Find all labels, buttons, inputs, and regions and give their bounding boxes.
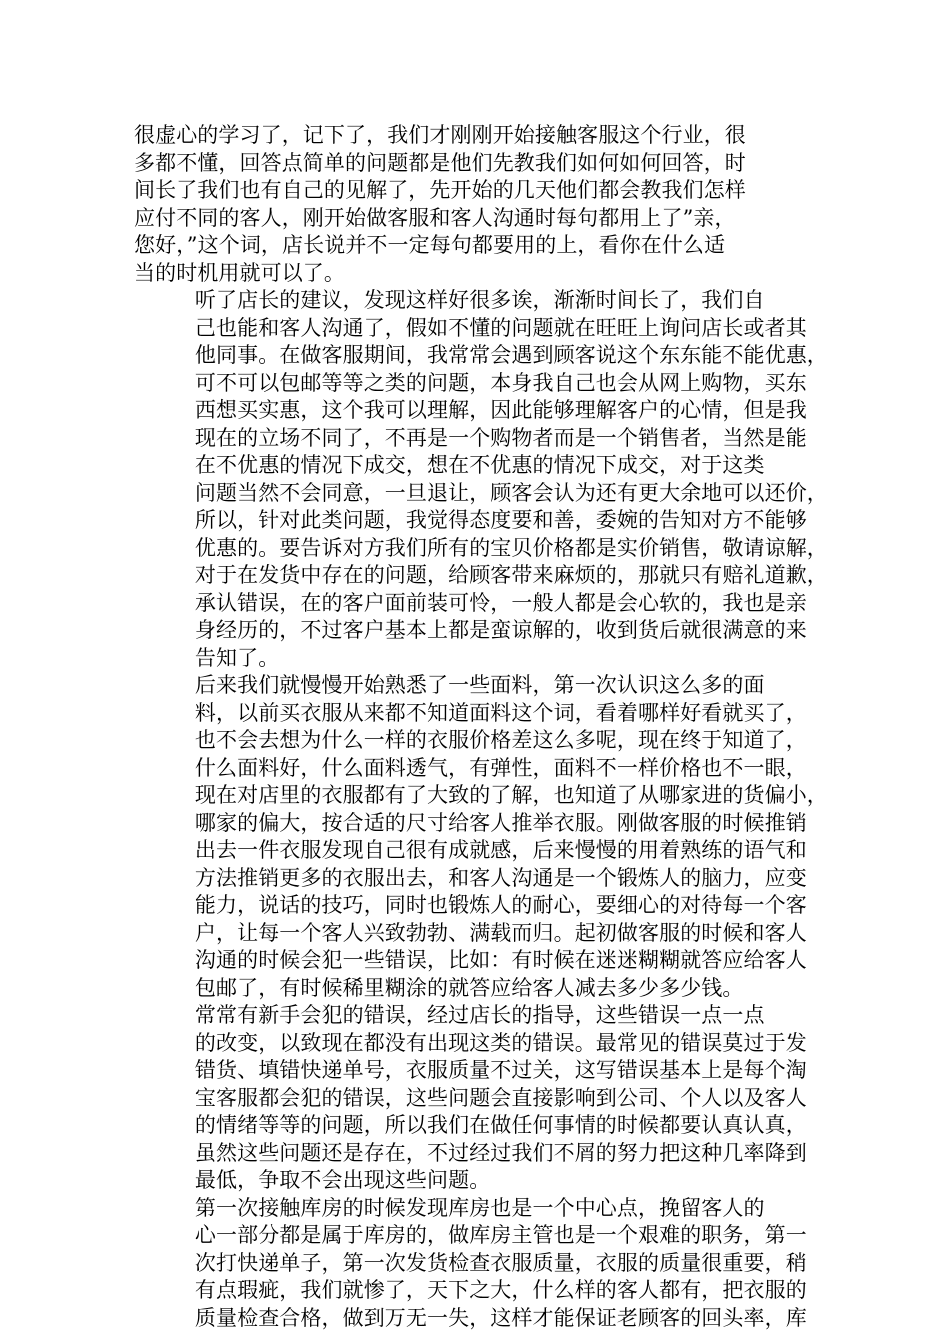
text-line: 己也能和客人沟通了，假如不懂的问题就在旺旺上询问店长或者其 — [194, 315, 807, 340]
text-line: 他同事。在做客服期间，我常常会遇到顾客说这个东东能不能优惠， — [194, 343, 828, 367]
text-line: 包邮了，有时候稀里糊涂的就答应给客人减去多少多少钱。 — [194, 975, 744, 1000]
text-line: 很虚心的学习了，记下了，我们才刚刚开始接触客服这个行业，很 — [134, 123, 746, 147]
paragraph — [134, 287, 828, 452]
paragraph — [134, 672, 828, 1002]
text-line: 问题当然不会同意，一旦退让，顾客会认为还有更大余地可以还价， — [194, 480, 828, 505]
text-line: 什么面料好，什么面料透气，有弹性，面料不一样价格也不一眼， — [194, 755, 807, 780]
text-line: 当的时机用就可以了。 — [134, 260, 345, 285]
text-line: 承认错误，在的客户面前装可怜，一般人都是会心软的，我也是亲 — [194, 590, 807, 615]
text-line: 虽然这些问题还是存在，不过经过我们不屑的努力把这种几率降到 — [194, 1140, 807, 1165]
text-line: 方法推销更多的衣服出去，和客人沟通是一个锻炼人的脑力，应变 — [194, 865, 807, 890]
document-body — [134, 122, 828, 1332]
text-line: 哪家的偏大，按合适的尺寸给客人推举衣服。刚做客服的时候推销 — [194, 810, 807, 835]
text-line: 常常有新手会犯的错误，经过店长的指导，这些错误一点一点 — [194, 1003, 765, 1027]
text-line: 告知了。 — [194, 645, 280, 670]
text-line: 的情绪等等的问题，所以我们在做任何事情的时候都要认真认真， — [194, 1113, 807, 1137]
text-line: 错货、填错快递单号，衣服质量不过关，这写错误基本上是每个淘 — [194, 1058, 807, 1082]
paragraph — [134, 1195, 816, 1333]
text-line: 现在对店里的衣服都有了大致的了解，也知道了从哪家进的货偏小， — [194, 783, 828, 807]
text-line: 沟通的时候会犯一些错误，比如：有时候在迷迷糊糊就答应给客人 — [194, 948, 807, 972]
text-line: 对于在发货中存在的问题，给顾客带来麻烦的，那就只有赔礼道歉， — [194, 563, 828, 587]
paragraph — [134, 1002, 816, 1195]
text-line: 您好，”这个词，店长说并不一定每句都要用的上，看你在什么适 — [134, 233, 726, 257]
text-line: 优惠的。要告诉对方我们所有的宝贝价格都是实价销售，敬请谅解， — [194, 535, 828, 560]
text-line: 质量检查合格，做到万无一失，这样才能保证老顾客的回头率，库 — [194, 1305, 807, 1330]
text-line: 的改变，以致现在都没有出现这类的错误。最常见的错误莫过于发 — [194, 1030, 807, 1055]
text-line: 能力，说话的技巧，同时也锻炼人的耐心，要细心的对待每一个客 — [194, 893, 807, 917]
text-line: 第一次接触库房的时候发现库房也是一个中心点，挽留客人的 — [194, 1195, 765, 1220]
text-line: 可不可以包邮等等之类的问题，本身我自己也会从网上购物，买东 — [194, 370, 807, 395]
text-line: 西想买实惠，这个我可以理解，因此能够理解客户的心情，但是我 — [194, 398, 807, 422]
text-line: 间长了我们也有自己的见解了，先开始的几天他们都会教我们怎样 — [134, 178, 746, 202]
text-line: 出去一件衣服发现自己很有成就感，后来慢慢的用着熟练的语气和 — [194, 838, 807, 862]
text-line: 所以，针对此类问题，我觉得态度要和善，委婉的告知对方不能够 — [194, 508, 807, 532]
text-line: 后来我们就慢慢开始熟悉了一些面料，第一次认识这么多的面 — [194, 673, 765, 697]
text-line: 料，以前买衣服从来都不知道面料这个词，看着哪样好看就买了， — [194, 700, 807, 725]
text-line: 听了店长的建议，发现这样好很多诶，渐渐时间长了，我们自 — [194, 288, 765, 312]
text-line: 最低，争取不会出现这些问题。 — [194, 1168, 491, 1192]
text-line: 也不会去想为什么一样的衣服价格差这么多呢，现在终于知道了， — [194, 728, 807, 752]
text-line: 应付不同的客人，刚开始做客服和客人沟通时每句都用上了”亲， — [134, 205, 736, 230]
text-line: 有点瑕疵，我们就惨了，天下之大，什么样的客人都有，把衣服的 — [194, 1278, 807, 1302]
text-line: 身经历的，不过客户基本上都是蛮谅解的，收到货后就很满意的来 — [194, 618, 807, 642]
text-line: 在不优惠的情况下成交，想在不优惠的情况下成交，对于这类 — [194, 453, 765, 477]
text-line: 宝客服都会犯的错误，这些问题会直接影响到公司、个人以及客人 — [194, 1085, 807, 1110]
paragraph — [134, 122, 816, 287]
text-line: 心一部分都是属于库房的，做库房主管也是一个艰难的职务，第一 — [194, 1223, 807, 1247]
text-line: 次打快递单子，第一次发货检查衣服质量，衣服的质量很重要，稍 — [194, 1250, 807, 1275]
text-line: 户，让每一个客人兴致勃勃、满载而归。起初做客服的时候和客人 — [194, 920, 807, 945]
text-line: 多都不懂，回答点简单的问题都是他们先教我们如何如何回答，时 — [134, 150, 746, 175]
text-line: 现在的立场不同了，不再是一个购物者而是一个销售者，当然是能 — [194, 425, 807, 450]
paragraph — [134, 452, 828, 672]
